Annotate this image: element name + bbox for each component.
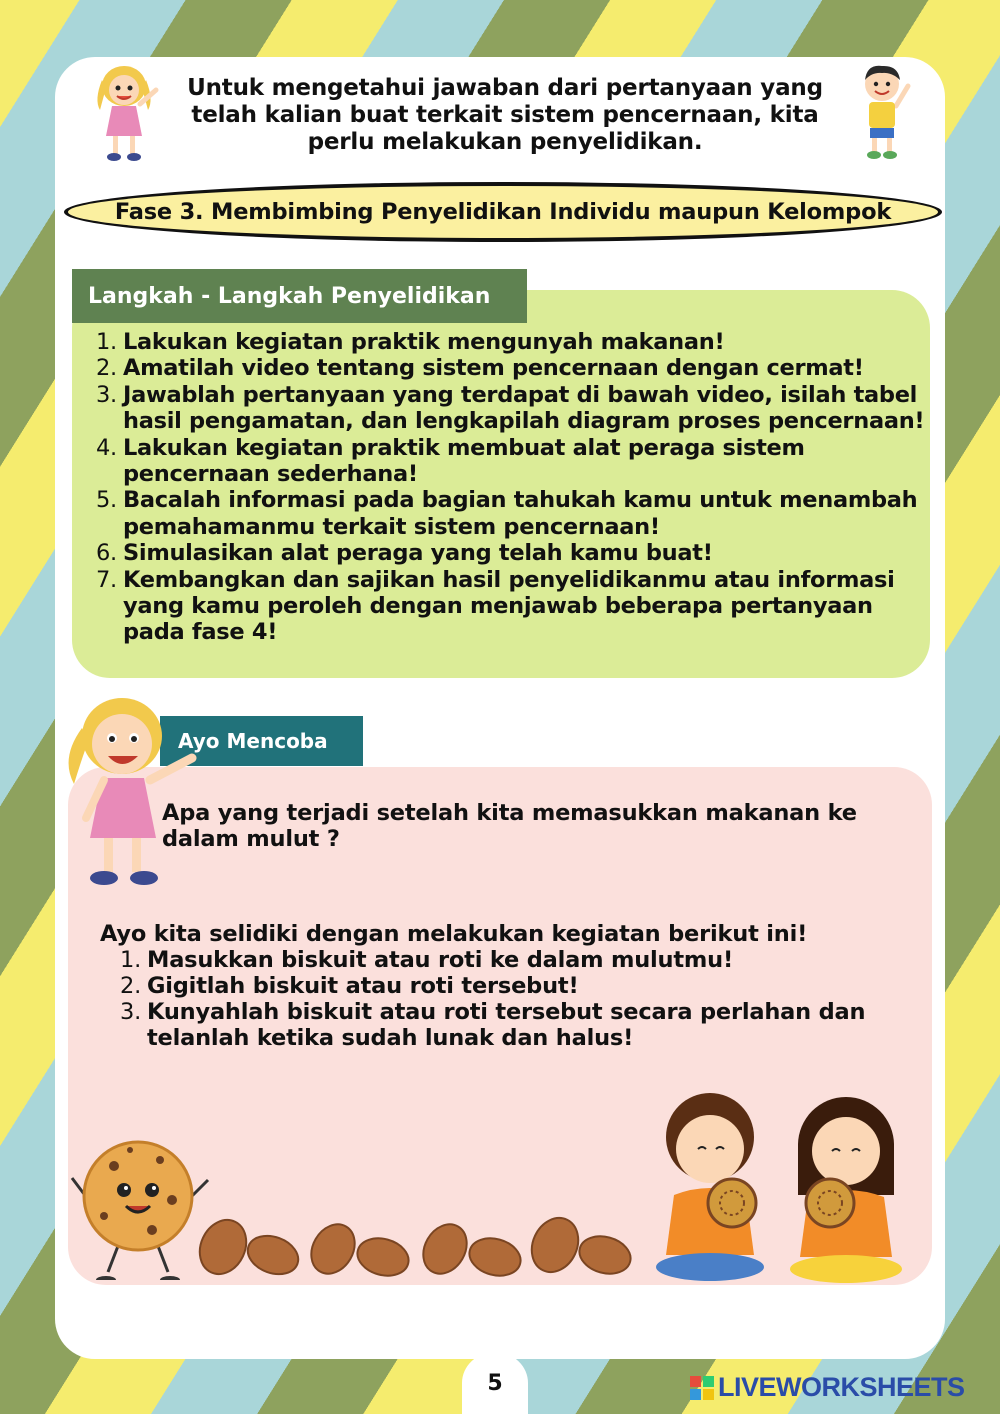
try-heading: Ayo Mencoba <box>160 716 363 766</box>
list-item: 2. Gigitlah biskuit atau roti tersebut! <box>120 973 579 999</box>
list-item: 6. Simulasikan alat peraga yang telah kamu buat! <box>96 540 713 567</box>
liveworksheets-logo-icon <box>690 1376 714 1400</box>
intro-text: Untuk mengetahui jawaban dari pertanyaan yang telah kalian buat terkait sistem pencernaan, kita perlu melakukan penyelidikan. <box>187 75 823 155</box>
question-text: Apa yang terjadi setelah kita memasukkan makanan ke dalam mulut ? <box>162 800 857 852</box>
list-item: 3. Jawablah pertanyaan yang terdapat di bawah video, isilah tabel hasil pengamatan, dan lengkapilah diagram proses pencernaan! <box>96 381 925 435</box>
page-number: 5 <box>462 1352 528 1414</box>
brand-logo <box>690 1372 965 1403</box>
activity-intro: Ayo kita selidiki dengan melakukan kegiatan berikut ini! <box>100 921 808 947</box>
list-item: 1. Lakukan kegiatan praktik mengunyah makanan! <box>96 329 725 355</box>
girl-pointing-illustration <box>60 688 200 893</box>
list-item: 7. Kembangkan dan sajikan hasil penyelidikanmu atau informasi yang kamu peroleh dengan menjawab beberapa pertanyaan pada fase 4! <box>96 566 895 646</box>
list-item: 1. Masukkan biskuit atau roti ke dalam mulutmu! <box>120 947 734 973</box>
activity-list <box>120 947 910 1051</box>
list-item: 3. Kunyahlah biskuit atau roti tersebut secara perlahan dan telanlah ketika sudah lunak dan halus! <box>120 999 866 1051</box>
list-item: 5. Bacalah informasi pada bagian tahukah kamu untuk menambah pemahamanmu terkait sistem pencernaan! <box>96 487 918 540</box>
steps-list <box>96 329 926 646</box>
kids-eating-illustration <box>650 1085 920 1285</box>
biscuits-illustration <box>195 1215 635 1285</box>
list-item: 2. Amatilah video tentang sistem pencernaan dengan cermat! <box>96 355 864 382</box>
boy-waving-illustration <box>852 62 914 162</box>
phase-title: Fase 3. Membimbing Penyelidikan Individu maupun Kelompok <box>64 182 942 242</box>
steps-heading: Langkah - Langkah Penyelidikan <box>72 269 527 323</box>
brand-name: LIVEWORKSHEETS <box>718 1372 965 1402</box>
list-item: 4. Lakukan kegiatan praktik membuat alat peraga sistem pencernaan sederhana! <box>96 434 805 488</box>
girl-waving-illustration <box>92 60 162 165</box>
